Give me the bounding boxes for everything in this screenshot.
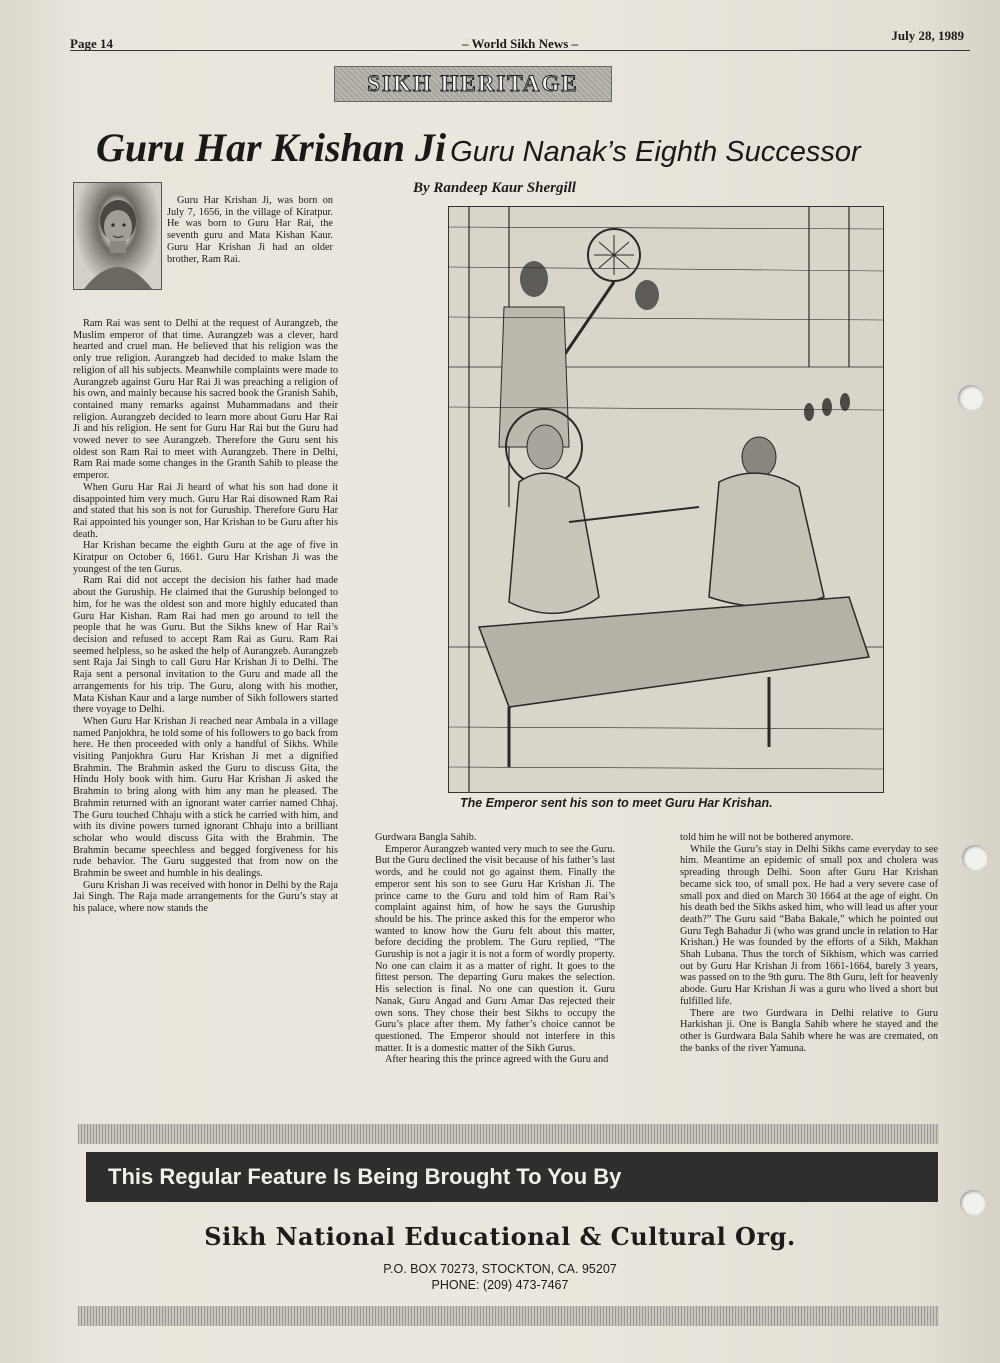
divider-stripe-bottom (78, 1306, 939, 1326)
binder-hole (958, 385, 984, 411)
paragraph: told him he will not be bothered anymore. (680, 832, 854, 843)
paragraph: Guru Krishan Ji was received with honor in Delhi by the Raja Jai Singh. The Raja made arrangements for the Guru’s stay at his palace, where now stands the (73, 879, 338, 915)
article-column-3 (680, 832, 938, 1054)
article-title-sub: Guru Nanak’s Eighth Successor (450, 136, 861, 168)
article-column-2 (375, 832, 615, 1066)
sponsor-bar-text: This Regular Feature Is Being Brought To You By (108, 1164, 622, 1189)
divider-stripe-top (78, 1124, 939, 1144)
sponsor-bar (86, 1152, 938, 1202)
paragraph: There are two Gurdwara in Delhi relative to Guru Harkishan ji. One is Bangla Sahib where he stayed and the other is Gurdwara Bala Sahib where he was are cremated, on the banks of the river Yamuna. (680, 1007, 938, 1054)
article-byline: By Randeep Kaur Shergill (413, 180, 576, 196)
issue-date: July 28, 1989 (891, 28, 964, 43)
page-header (70, 28, 970, 52)
paragraph: Ram Rai was sent to Delhi at the request of Aurangzeb, the Muslim emperor of that time. Aurangzeb was a clever, hard hearted and cruel man. He believed that his religion was the only true religion. Aurangzeb had decided to make Islam the religion of all his subjects. Meanwhile complaints were made to Aurangzeb against Guru Har Rai Ji was preaching a religion of his own, and mainly because his sacred book the Granish Sahib, contained many remarks against Muhammadans and their religion. Aurangzeb decided to learn more about Guru Har Rai Ji and his religion. He sent for Guru Har Rai but the Guru had vowed never to see Aurangzeb. Therefore the Guru sent his oldest son Ram Rai to meet with Aurangzeb. There in Delhi, Ram Rai made some changes in the Granth Sahib to please the emperor. (73, 318, 338, 482)
sponsor-phone: PHONE: (209) 473-7467 (431, 1278, 569, 1292)
sponsor-address: P.O. BOX 70273, STOCKTON, CA. 95207 (383, 1262, 617, 1276)
intro-text: Guru Har Krishan Ji, was born on July 7, 1656, in the village of Kiratpur. He was born to Guru Har Rai, the seventh guru and Mata Kishan Kaur. Guru Har Krishan Ji had an older brother, Ram Rai. (167, 195, 333, 265)
section-banner-text: SIKH HERITAGE (367, 71, 579, 96)
paragraph: After hearing this the prince agreed with the Guru and (385, 1054, 609, 1066)
paragraph: When Guru Har Krishan Ji reached near Ambala in a village named Panjokhra, he told some of his followers to go back from here. He then proceeded with only a handful of Sikhs. While visiting Panjokhra Guru Har Krishan Ji met a dignified Brahmin. The Brahmin asked the Guru to discuss Gita, the Hindu Holy book with him. Guru Har Krishan Ji asked the Brahmin to bring along with him any man he pleased. The Brahmin returned with an ignorant water carrier named Chhaj. The Guru touched Chhaju with a stick he carried with him, and with its divine powers turned ignorant Chhaju into a brilliant scholar who would discuss Gita with the Brahmin. The Brahmin became speechless and begged forgiveness for his rude behavior. The Guru suggested that from now on the Brahmin be sweet and humble in his dealings. (73, 715, 338, 880)
intro-paragraph (167, 195, 333, 265)
publication-name: – World Sikh News – (461, 36, 579, 51)
paragraph: Gurdwara Bangla Sahib. (375, 832, 477, 843)
paragraph: While the Guru’s stay in Delhi Sikhs came everyday to see him. Meantime an epidemic of small pox and cholera was spreading through Delhi. Soon after Guru Har Krishan became sick too, of small pox. He had a very severe case of small pox and died on March 30 1664 at the age of eight. On his death bed the Sikhs asked him, who will lead us after your death?” The Guru said “Baba Bakale,” which he pointed out Guru Tegh Bahadur Ji (who was grand uncle in relation to Har Krishan.) He was founded by the efforts of a Sikh, Makhan Shah Lubana. Thus the torch of Sikhism, which was carried out by Guru Har Krishan Ji from 1661-1664, barely 3 years, was passed on to the 9th guru. The 8th Guru, left for heavenly abode. Guru Har Krishan Ji was a guru who lived a short but fulfilled life. (680, 843, 938, 1007)
header-rule (70, 50, 970, 51)
page-number: Page 14 (70, 36, 113, 51)
author-photo (73, 182, 162, 290)
article-column-1 (73, 318, 338, 915)
paragraph: When Guru Har Rai Ji heard of what his son had done it disappointed him very much. Guru Har Rai disowned Ram Rai and stated that his son is not for Guruship. Therefore Guru Har Rai appointed his younger son, Har Krishan to be Guru after his death. (73, 481, 338, 540)
section-banner (334, 66, 612, 102)
paragraph: Ram Rai did not accept the decision his father had made about the Guruship. He claimed that the Guruship belonged to him, for he was the oldest son and more highly educated than Guru Har Kishan. Ram Rai had men go around to tell the people that he was Guru. But the Sikhs knew of Har Rai’s decision and refused to accept Ram Rai as Guru. Ram Rai seemed helpless, so he asked the help of Aurangzeb. Aurangzeb sent Raja Jai Singh to call Guru Har Krishan Ji to Delhi. The Raja sent a personal invitation to the Guru and made all the arrangements for his trip. The Guru, along with his mother, Mata Kishan Kaur and a large number of Sikh followers started there voyage to Delhi. (73, 575, 338, 716)
binder-hole (962, 845, 988, 871)
article-illustration (448, 206, 884, 793)
binder-hole (960, 1190, 986, 1216)
illustration-caption: The Emperor sent his son to meet Guru Har Krishan. (460, 796, 773, 810)
article-title (96, 124, 936, 171)
paragraph: Har Krishan became the eighth Guru at the age of five in Kiratpur on October 6, 1661. Guru Har Krishan Ji was the youngest of the ten Gurus. (73, 540, 338, 575)
paragraph: Emperor Aurangzeb wanted very much to see the Guru. But the Guru declined the visit because of his father’s last words, and he could not go against them. Finally the emperor sent his son to see Guru Har Krishan Ji. The prince came to the Guru and told him of Ram Rai’s complaint against him, of how he says the Guruship should be his. The prince asked this for the emperor who wanted to know how the Guru felt about this matter, before deciding the problem. The Guru replied, “The Guruship is not a jagir it is not a form of wordly property. No one can claim it as a matter of right. It goes to the fittest person. The departing Guru makes the selection. His selection is final. No one can question it. Guru Nanak, Guru Angad and Guru Amar Das rejected their own sons. They chose their best Sikhs to occupy the Guru’s place after them. My father’s choice cannot be questioned. The Emperor should not interfere in this matter. It is a domestic matter of the Sikh Gurus. (375, 843, 615, 1054)
sponsor-org-name: Sikh National Educational & Cultural Org. (204, 1222, 796, 1251)
article-title-main: Guru Har Krishan Ji (96, 125, 447, 170)
